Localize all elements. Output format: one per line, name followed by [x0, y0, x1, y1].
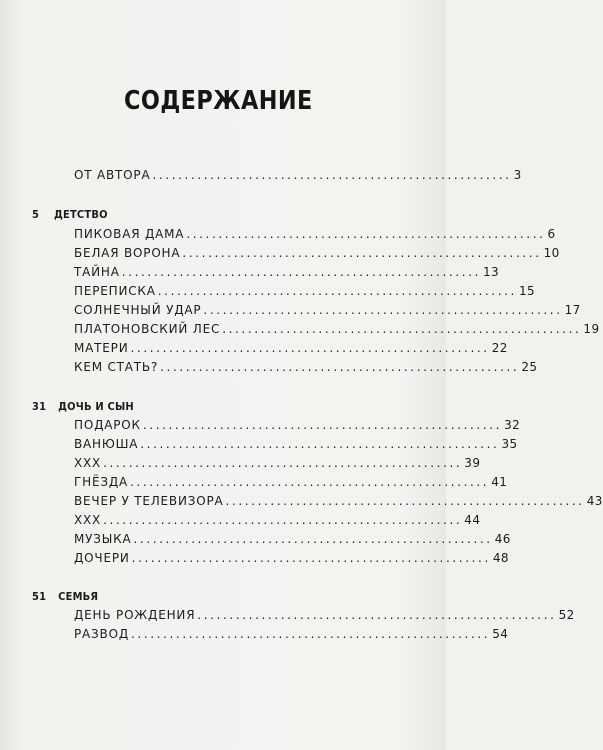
toc-entry-page: 10 — [543, 246, 560, 260]
leader-dots: ........................................................ — [130, 341, 490, 355]
section-heading-daughter-and-son[interactable] — [32, 400, 134, 418]
toc-entry-label: ДЕНЬ РОЖДЕНИЯ — [74, 608, 196, 622]
toc-entry-label: ПИКОВАЯ ДАМА — [74, 227, 185, 241]
toc-entry[interactable] — [74, 418, 521, 438]
toc-entry-page: 15 — [518, 284, 536, 298]
leader-dots: ........................................................ — [186, 227, 546, 241]
toc-entry-label: РАЗВОД — [74, 627, 129, 641]
leader-dots: ........................................................ — [140, 437, 500, 451]
toc-entry-label: ДОЧЕРИ — [74, 551, 130, 565]
toc-entry-page: 35 — [501, 437, 518, 451]
leader-dots: ........................................................ — [142, 418, 503, 432]
toc-entry-page: 17 — [564, 303, 581, 317]
toc-entry-page: 52 — [558, 608, 575, 622]
toc-entry[interactable] — [74, 532, 511, 552]
leader-dots: ........................................................ — [131, 627, 491, 641]
toc-entry[interactable] — [74, 608, 575, 628]
section-title: СЕМЬЯ — [58, 590, 99, 603]
toc-entry-page: 25 — [521, 360, 538, 374]
section-heading-family[interactable] — [32, 590, 98, 608]
toc-entry-label: ПОДАРОК — [74, 418, 141, 432]
toc-entry-page: 43 — [586, 494, 603, 508]
leader-dots: ........................................................ — [133, 532, 493, 546]
toc-entry-label: КЕМ СТАТЬ? — [74, 360, 159, 374]
toc-entry-page: 39 — [464, 456, 481, 470]
section-title: ДОЧЬ И СЫН — [58, 400, 134, 413]
leader-dots: ........................................................ — [197, 608, 557, 622]
toc-entry[interactable] — [74, 437, 518, 457]
leader-dots: ........................................................ — [103, 513, 463, 527]
leader-dots: ........................................................ — [182, 246, 542, 260]
toc-entry[interactable] — [74, 246, 560, 266]
toc-entry-page: 13 — [482, 265, 500, 279]
toc-entry-page: 6 — [547, 227, 556, 241]
toc-entry-label: МУЗЫКА — [74, 532, 132, 546]
toc-entry[interactable] — [74, 551, 509, 571]
toc-entry-label: МАТЕРИ — [74, 341, 129, 355]
leader-dots: ........................................................ — [203, 303, 563, 317]
toc-entry-page: 19 — [583, 322, 600, 336]
toc-entry-page: 32 — [504, 418, 521, 432]
toc-entry-label: ВАНЮША — [74, 437, 139, 451]
toc-entry-page: 48 — [492, 551, 509, 565]
toc-entry[interactable] — [74, 265, 500, 285]
toc-entry-page: 44 — [464, 513, 481, 527]
toc-entry-label: XXX — [74, 513, 102, 527]
toc-entry-label: ВЕЧЕР У ТЕЛЕВИЗОРА — [74, 494, 224, 508]
toc-entry[interactable] — [74, 475, 508, 495]
toc-entry-label: ОТ АВТОРА — [74, 168, 151, 182]
toc-entry-label: СОЛНЕЧНЫЙ УДАР — [74, 303, 202, 317]
section-page-number: 51 — [32, 590, 47, 603]
toc-entry-label: БЕЛАЯ ВОРОНА — [74, 246, 181, 260]
leader-dots: ........................................................ — [160, 360, 520, 374]
leader-dots: ........................................................ — [130, 475, 490, 489]
leader-dots: ........................................................ — [225, 494, 585, 508]
toc-entry-label: XXX — [74, 456, 102, 470]
section-page-number: 5 — [32, 208, 40, 221]
toc-entry-label: ПЕРЕПИСКА — [74, 284, 156, 298]
toc-entry[interactable] — [74, 322, 600, 342]
toc-entry-page: 41 — [491, 475, 508, 489]
toc-entry-page: 46 — [494, 532, 511, 546]
leader-dots: ........................................................ — [222, 322, 582, 336]
section-title: ДЕТСТВО — [54, 208, 108, 221]
leader-dots: ........................................................ — [152, 168, 512, 182]
toc-entry-label: ГНЁЗДА — [74, 475, 129, 489]
leader-dots: ........................................................ — [103, 456, 463, 470]
toc-entry[interactable] — [74, 513, 481, 533]
toc-entry[interactable] — [74, 227, 556, 247]
toc-entry[interactable] — [74, 341, 508, 361]
toc-entry-preface[interactable] — [74, 168, 522, 188]
toc-entry-page: 3 — [513, 168, 522, 182]
toc-entry[interactable] — [74, 627, 509, 647]
leader-dots: ........................................................ — [131, 551, 491, 565]
toc-entry-label: ПЛАТОНОВСКИЙ ЛЕС — [74, 322, 221, 336]
toc-entry-label: ТАЙНА — [74, 265, 120, 279]
toc-entry-page: 54 — [492, 627, 509, 641]
toc-entry[interactable] — [74, 303, 581, 323]
toc-entry[interactable] — [74, 284, 536, 304]
toc-entry[interactable] — [74, 360, 538, 380]
toc-entry[interactable] — [74, 494, 603, 514]
leader-dots: ........................................................ — [157, 284, 517, 298]
toc-entry-page: 22 — [491, 341, 508, 355]
leader-dots: ........................................................ — [121, 265, 481, 279]
section-page-number: 31 — [32, 400, 47, 413]
section-heading-childhood[interactable] — [32, 208, 108, 226]
page-title: СОДЕРЖАНИЕ — [124, 86, 313, 116]
toc-entry[interactable] — [74, 456, 481, 476]
